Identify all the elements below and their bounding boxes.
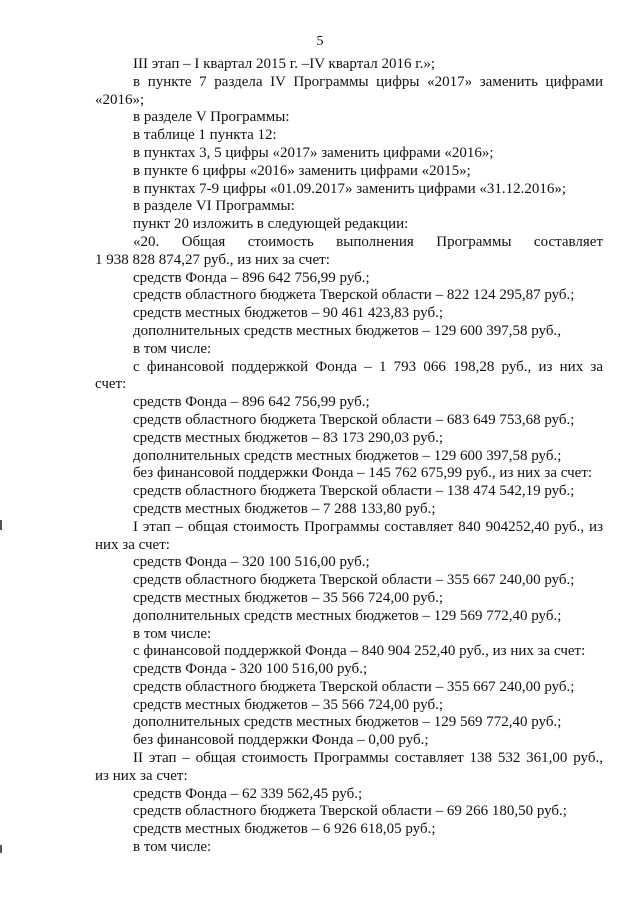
- text-line: в разделе VI Программы:: [133, 198, 295, 215]
- text-line: средств Фонда – 320 100 516,00 руб.;: [133, 554, 370, 571]
- text-line: «2016»;: [95, 91, 145, 108]
- text-line: средств областного бюджета Тверской области – 683 649 753,68 руб.;: [133, 411, 575, 428]
- text-line: средств областного бюджета Тверской области – 355 667 240,00 руб.;: [133, 572, 575, 589]
- text-line: в пункте 7 раздела IV Программы цифры «2017» заменить цифрами: [133, 73, 603, 90]
- text-line: дополнительных средств местных бюджетов – 129 600 397,58 руб.,: [133, 322, 561, 339]
- text-line: в том числе:: [133, 625, 212, 642]
- text-line: 1 938 828 874,27 руб., из них за счет:: [95, 251, 330, 268]
- text-line: средств областного бюджета Тверской области – 69 266 180,50 руб.;: [133, 803, 567, 820]
- text-line: средств местных бюджетов – 90 461 423,83 руб.;: [133, 305, 444, 322]
- text-line: II этап – общая стоимость Программы составляет 138 532 361,00 руб.,: [133, 750, 603, 767]
- text-line: средств Фонда – 896 642 756,99 руб.;: [133, 269, 370, 286]
- text-line: «20. Общая стоимость выполнения Программы составляет: [133, 233, 603, 250]
- text-line: в пунктах 7-9 цифры «01.09.2017» заменить цифрами «31.12.2016»;: [133, 180, 567, 197]
- text-line: дополнительных средств местных бюджетов – 129 569 772,40 руб.;: [133, 607, 562, 624]
- scan-edge-mark: [0, 845, 2, 853]
- text-line: в пункте 6 цифры «2016» заменить цифрами «2015»;: [133, 162, 471, 179]
- text-line: I этап – общая стоимость Программы составляет 840 904252,40 руб., из: [133, 518, 603, 535]
- text-line: в пунктах 3, 5 цифры «2017» заменить цифрами «2016»;: [133, 144, 494, 161]
- text-line: средств Фонда - 320 100 516,00 руб.;: [133, 661, 368, 678]
- text-line: в том числе:: [133, 839, 212, 856]
- text-line: с финансовой поддержкой Фонда – 840 904 252,40 руб., из них за счет:: [133, 643, 586, 660]
- text-line: них за счет:: [95, 536, 170, 553]
- document-body: [95, 56, 603, 857]
- page-number: 5: [316, 34, 324, 49]
- text-line: средств местных бюджетов – 6 926 618,05 руб.;: [133, 821, 436, 838]
- text-line: дополнительных средств местных бюджетов – 129 569 772,40 руб.;: [133, 714, 562, 731]
- scan-edge-mark: [0, 520, 2, 530]
- text-line: средств областного бюджета Тверской области – 822 124 295,87 руб.;: [133, 287, 575, 304]
- text-line: пункт 20 изложить в следующей редакции:: [133, 216, 409, 233]
- text-line: без финансовой поддержки Фонда – 145 762 675,99 руб., из них за счет:: [133, 465, 593, 482]
- text-line: дополнительных средств местных бюджетов – 129 600 397,58 руб.;: [133, 447, 562, 464]
- text-line: средств Фонда – 896 642 756,99 руб.;: [133, 394, 370, 411]
- text-line: средств Фонда – 62 339 562,45 руб.;: [133, 785, 363, 802]
- text-line: средств областного бюджета Тверской области – 138 474 542,19 руб.;: [133, 483, 575, 500]
- text-line: в таблице 1 пункта 12:: [133, 127, 277, 144]
- text-line: в том числе:: [133, 340, 212, 357]
- text-line: средств местных бюджетов – 7 288 133,80 руб.;: [133, 500, 436, 517]
- text-line: без финансовой поддержки Фонда – 0,00 руб.;: [133, 732, 429, 749]
- text-line: в разделе V Программы:: [133, 109, 290, 126]
- text-line: счет:: [95, 376, 127, 393]
- text-line: из них за счет:: [95, 767, 188, 784]
- text-line: с финансовой поддержкой Фонда – 1 793 066 198,28 руб., из них за: [133, 358, 603, 375]
- text-line: средств областного бюджета Тверской области – 355 667 240,00 руб.;: [133, 678, 575, 695]
- text-line: средств местных бюджетов – 83 173 290,03 руб.;: [133, 429, 444, 446]
- text-line: средств местных бюджетов – 35 566 724,00 руб.;: [133, 589, 444, 606]
- text-line: средств местных бюджетов – 35 566 724,00 руб.;: [133, 696, 444, 713]
- text-line: III этап – I квартал 2015 г. –IV квартал 2016 г.»;: [133, 56, 436, 72]
